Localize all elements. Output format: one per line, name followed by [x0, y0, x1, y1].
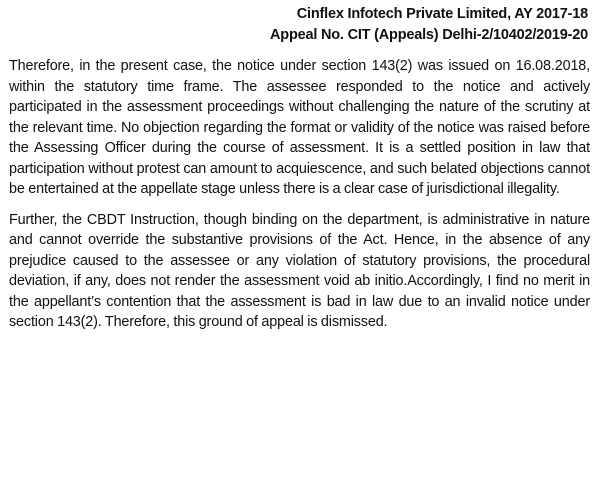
document-header [9, 4, 590, 46]
paragraph-cbdt-instruction: Further, the CBDT Instruction, though binding on the department, is administrative in nature and cannot override the substantive provisions of the Act. Hence, in the absence of any prejudice caused to the assessee or any violation of statutory provisions, the procedural deviation, if any, does not render the assessment void ab initio.Accordingly, I find no merit in the appellant’s contention that the assessment is bad in law due to an invalid notice under section 143(2). Therefore, this ground of appeal is dismissed. [9, 211, 590, 330]
header-appeal-number: Appeal No. CIT (Appeals) Delhi-2/10402/2019-20 [270, 27, 588, 43]
paragraph-notice-timeliness: Therefore, in the present case, the notice under section 143(2) was issued on 16.08.2018, within the statutory time frame. The assessee responded to the notice and actively participated in the assessment proceedings without challenging the nature of the scrutiny at the relevant time. No objection regarding the format or validity of the notice was raised before the Assessing Officer during the course of assessment. It is a settled position in law that participation without protest can amount to acquiescence, and such belated objections cannot be entertained at the appellate stage unless there is a clear case of jurisdictional illegality. [9, 58, 590, 197]
header-case-title: Cinflex Infotech Private Limited, AY 2017-18 [296, 6, 588, 22]
